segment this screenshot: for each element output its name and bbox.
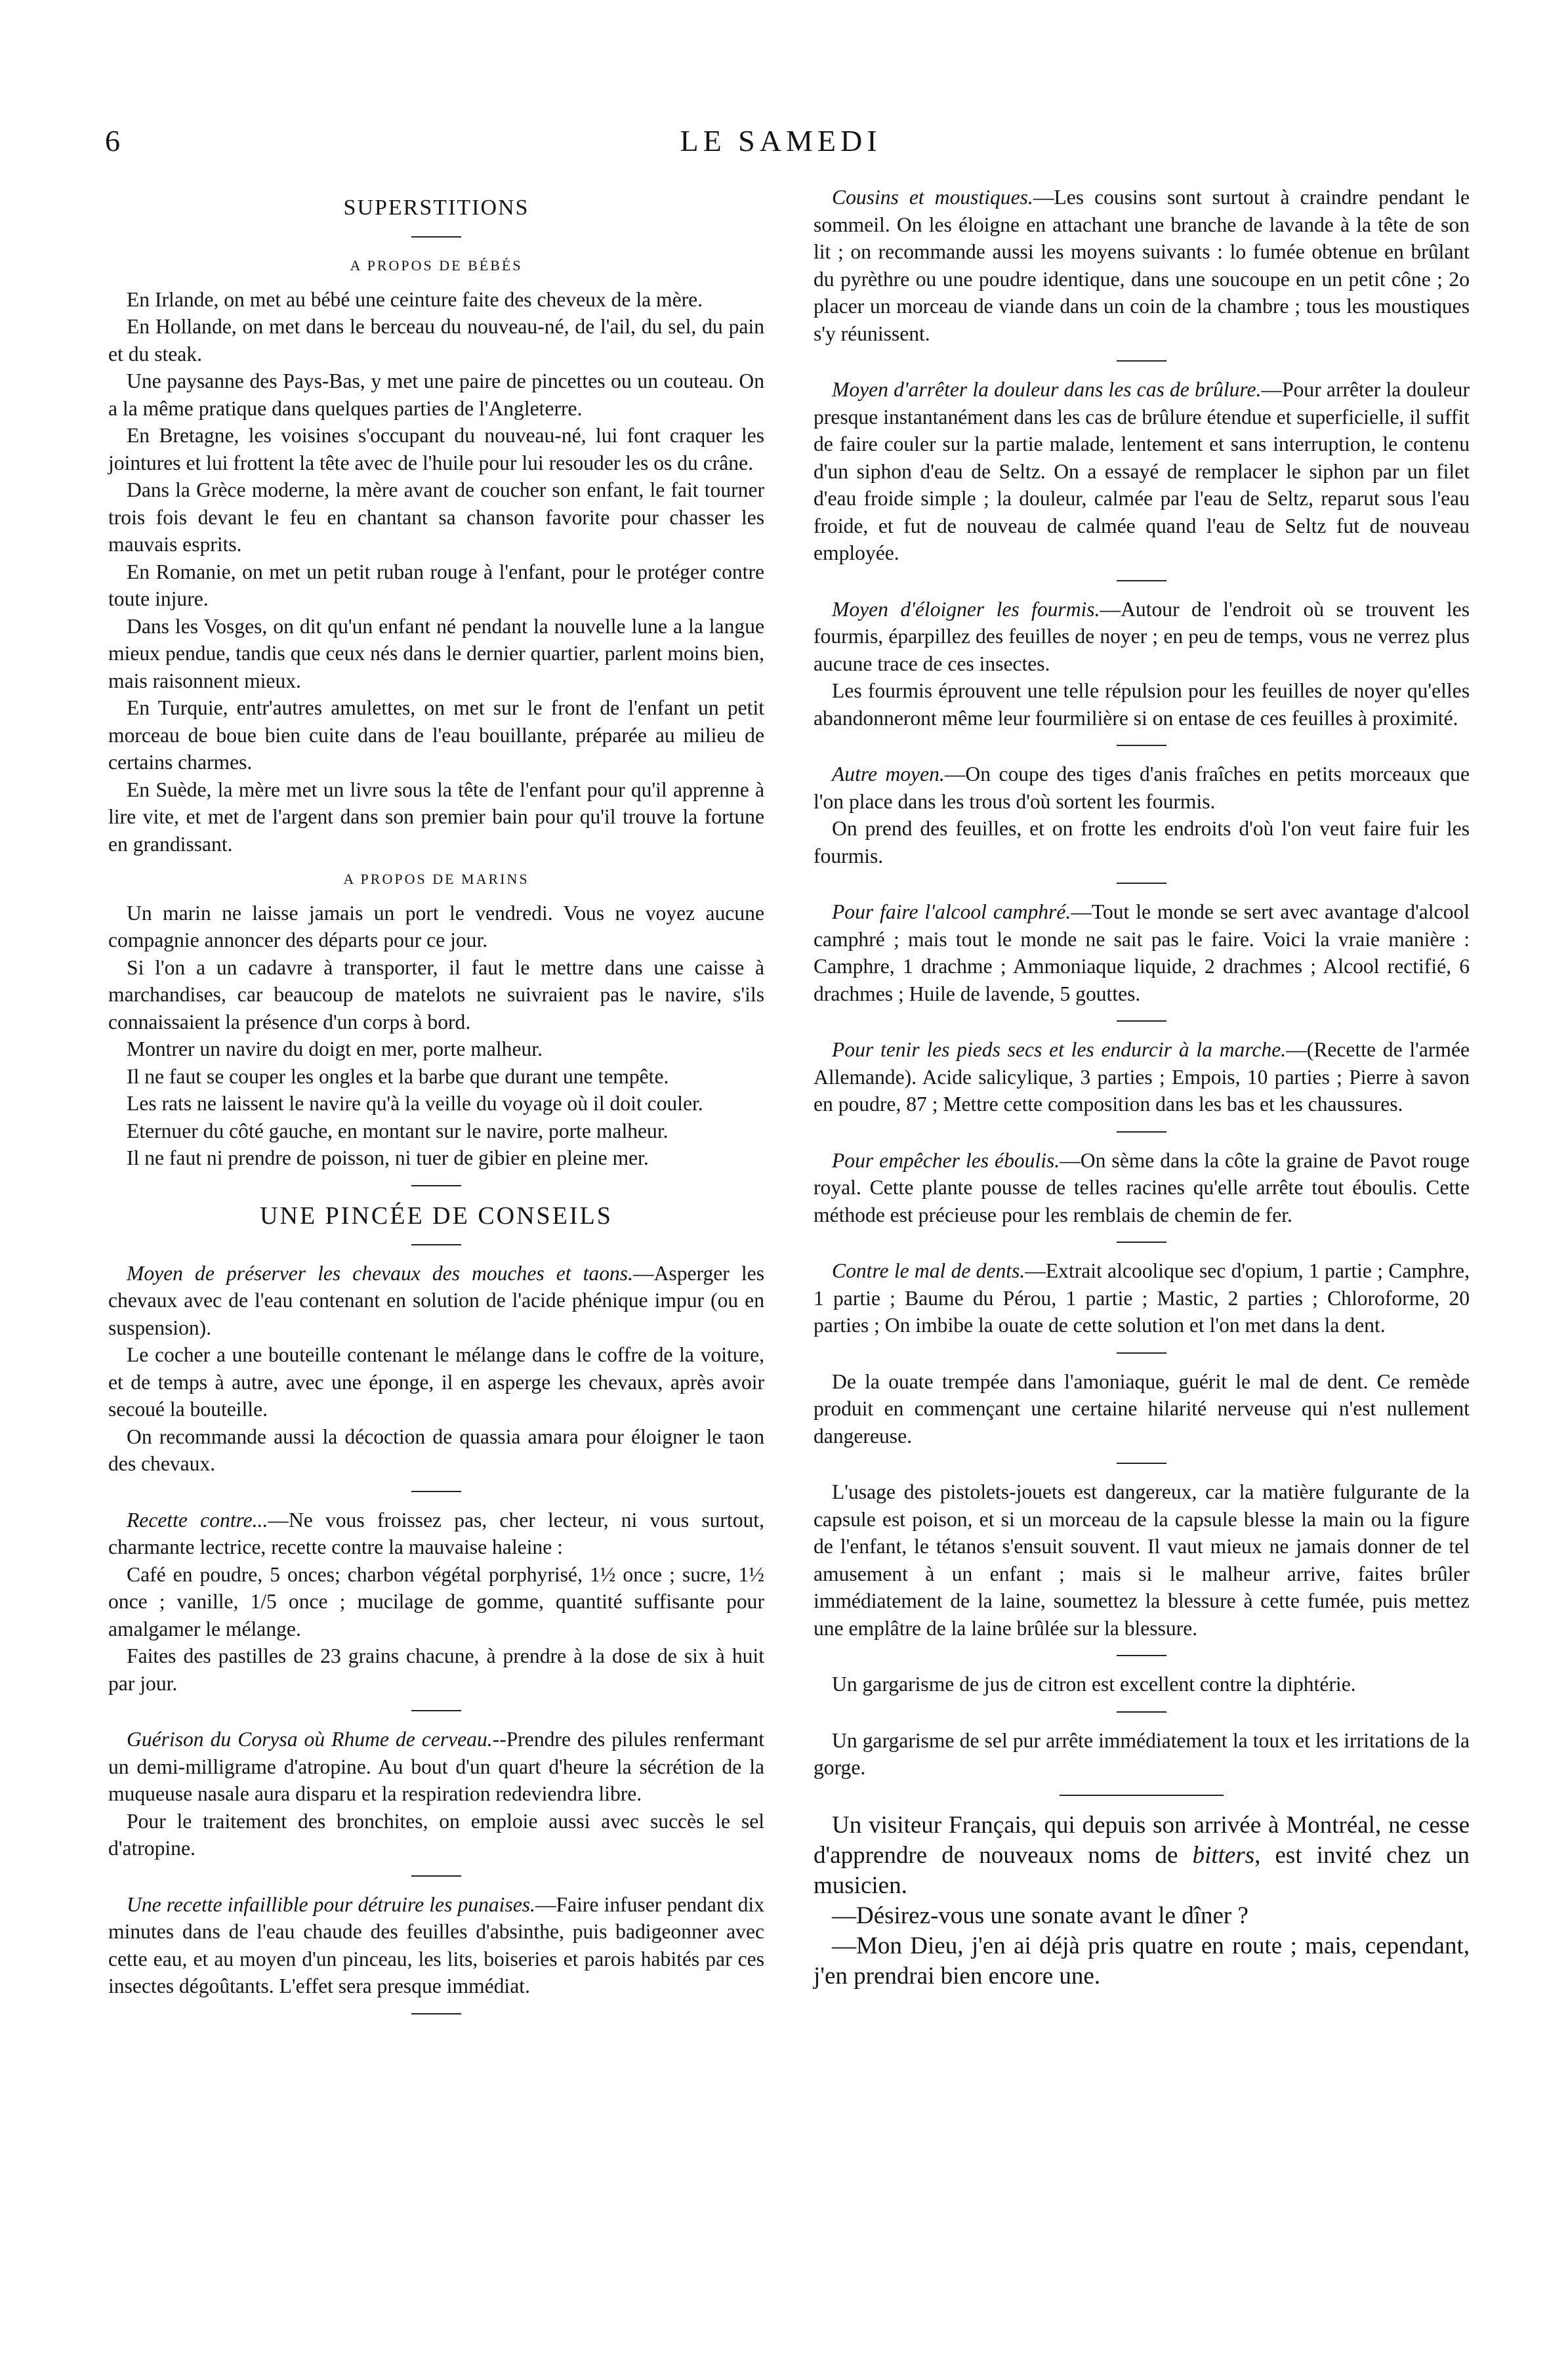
divider [411,2013,461,2014]
divider [1117,1241,1166,1243]
paragraph: Faites des pastilles de 23 grains chacune, à prendre à la dose de six à huit par jour. [108,1644,764,1695]
article-text: —Extrait alcoolique sec d'opium, 1 partie ; Camphre, 1 partie ; Baume du Pérou, 1 partie ; Mastic, 2 parties ; Chloroforme, 20 parties ; On imbibe la ouate de cette solution et l'on met dans la dent. [814,1259,1470,1337]
paragraph: —Désirez-vous une sonate avant le dîner ? [832,1902,1248,1929]
article-brulure [814,376,1470,567]
article-chevaux [108,1260,764,1478]
article-citron [814,1671,1470,1698]
paragraph: En Irlande, on met au bébé une ceinture faite des cheveux de la mère. [127,287,703,311]
divider [1117,1020,1166,1022]
article-pistolets [814,1478,1470,1642]
article-text: —Autour de l'endroit où se trouvent les fourmis, éparpillez des feuilles de noyer ; en peu de temps, vous ne verrez plus aucune trace de ces insectes. [814,597,1470,675]
article-text: —On sème dans la côte la graine de Pavot rouge royal. Cette plante pousse de telles racines qu'elle arrête tout éboulis. Cette méthode est précieuse pour les remblais de chemin de fer. [814,1148,1470,1226]
article-punaises [108,1891,764,2000]
paragraph: Si l'on a un cadavre à transporter, il faut le mettre dans une caisse à marchandises, car beaucoup de matelots ne suivraient pas le navire, s'ils connaissaient la présence d'un corps à bord. [108,955,764,1033]
divider [1117,580,1166,581]
paragraph: Les rats ne laissent le navire qu'à la veille du voyage où il doit couler. [127,1092,703,1115]
divider [411,1244,461,1245]
left-column [108,184,764,2029]
article-text: —Tout le monde se sert avec avantage d'alcool camphré ; mais tout le monde ne sait pas le faire. Voici la vraie manière : Camphre, 1 drachme ; Ammoniaque liquide, 2 drachmes ; Alcool rectifié, 6 drachmes ; Huile de lavende, 5 gouttes. [814,900,1470,1005]
anecdote-text: , est invité chez un musicien. [814,1841,1470,1899]
paragraph: En Hollande, on met dans le berceau du nouveau-né, de l'ail, du sel, du pain et du steak. [108,315,764,365]
article-cousins [814,184,1470,347]
article-eboulis [814,1147,1470,1229]
divider [1117,1352,1166,1354]
paragraph: En Romanie, on met un petit ruban rouge à l'enfant, pour le protéger contre toute injure. [108,560,764,610]
paragraph: De la ouate trempée dans l'amoniaque, guérit le mal de dent. Ce remède produit en commençant une certaine hilarité nerveuse qui n'est nullement dangereuse. [814,1369,1470,1448]
article-mal-de-dents [814,1257,1470,1339]
divider [1117,360,1166,362]
subhead-bebes: A PROPOS DE BÉBÉS [350,257,523,274]
article-sel [814,1727,1470,1782]
divider [1117,1463,1166,1464]
anecdote-text: Un visiteur Français, qui depuis son arrivée à Montréal, ne cesse d'apprendre de nouveaux noms de [814,1811,1470,1869]
paragraph: Les fourmis éprouvent une telle répulsion pour les feuilles de noyer qu'elles abandonneront même leur fourmilière si on entase de ces feuilles à proximité. [814,679,1470,730]
paragraph: Café en poudre, 5 onces; charbon végétal porphyrisé, 1½ once ; sucre, 1½ once ; vanille, 1/5 once ; mucilage de gomme, quantité suffisante pour amalgamer le mélange. [108,1562,764,1640]
paragraph: On recommande aussi la décoction de quassia amara pour éloigner le taon des chevaux. [108,1425,764,1475]
paragraph: Une paysanne des Pays-Bas, y met une paire de pincettes ou un couteau. On a la même pratique dans quelques parties de l'Angleterre. [108,369,764,420]
article-title: Contre le mal de dents. [832,1259,1025,1282]
article-anecdote-bitters [814,1810,1470,1992]
divider [1117,1711,1166,1713]
right-column [814,184,1470,1992]
divider [1117,1655,1166,1656]
divider [1060,1795,1224,1796]
article-title: Recette contre... [127,1508,268,1532]
paragraph: Montrer un navire du doigt en mer, porte malheur. [127,1037,543,1060]
divider [411,236,461,238]
article-corysa [108,1726,764,1862]
page-header [105,123,1456,169]
divider [411,1185,461,1186]
article-recette-contre [108,1507,764,1698]
article-text: —Ne vous froissez pas, cher lecteur, ni vous surtout, charmante lectrice, recette contre la mauvaise haleine : [108,1508,764,1558]
paragraph: En Suède, la mère met un livre sous la tête de l'enfant pour qu'il apprenne à lire vite, et met de l'argent dans son premier bain pour qu'il trouve la fortune en grandissant. [108,778,764,856]
journal-title: LE SAMEDI [680,124,882,157]
divider [411,1710,461,1711]
paragraph: Un gargarisme de sel pur arrête immédiatement la toux et les irritations de la gorge. [814,1728,1470,1779]
paragraph: L'usage des pistolets-jouets est dangereux, car la matière fulgurante de la capsule est poison, et si un morceau de la capsule blesse la main ou la figure de l'enfant, le tétanos s'ensuit souvent. Il vaut mieux ne jamais donner de tel amusement à un enfant ; mais si le malheur arrive, faites brûler immédiatement de la laine, soumettez la blessure à cette fumée, puis mettez une emplâtre de la laine brûlée sur la blessure. [814,1480,1470,1640]
divider [1117,883,1166,884]
paragraph: En Turquie, entr'autres amulettes, on met sur le front de l'enfant un petit morceau de boue bien cuite dans de l'eau bouillante, préparée au milieu de certains charmes. [108,696,764,774]
article-title: Guérison du Corysa où Rhume de cerveau. [127,1728,493,1751]
anecdote-italic: bitters [1192,1841,1255,1869]
article-text: --Prendre des pilules renfermant un demi-milligrame d'atropine. Au bout d'un quart d'heure la sécrétion de la muqueuse nasale aura disparu et la respiration redeviendra libre. [108,1728,764,1805]
article-text: —(Recette de l'armée Allemande). Acide salicylique, 3 parties ; Empois, 10 parties ; Pierre à savon en poudre, 87 ; Mettre cette composition dans les bas et les chaussures. [814,1038,1470,1116]
article-text: —Pour arrêter la douleur presque instantanément dans les cas de brûlure étendue et superficielle, il suffit de faire couler sur la partie malade, lentement et sans interruption, le contenu d'un siphon d'eau de Seltz. On a essayé de remplacer le siphon par un filet d'eau froide simple ; la douleur, calmée par l'eau de Seltz, reparut sous l'eau froide, et fut de nouveau de calmée quand l'eau de Seltz fut de nouveau employée. [814,378,1470,564]
paragraph: En Bretagne, les voisines s'occupant du nouveau-né, lui font craquer les jointures et lui frottent la tête avec de l'huile pour lui resouder les os du crâne. [108,424,764,474]
paragraph: Un gargarisme de jus de citron est excellent contre la diphtérie. [832,1673,1356,1696]
paragraph: Dans les Vosges, on dit qu'un enfant né pendant la nouvelle lune a la langue mieux pendue, tandis que ceux nés dans le dernier quartier, parlent moins bien, mais raisonnent mieux. [108,614,764,692]
article-title: Moyen de préserver les chevaux des mouches et taons. [127,1261,633,1285]
article-title: Moyen d'arrêter la douleur dans les cas de brûlure. [832,378,1262,401]
article-fourmis [814,596,1470,732]
article-title: Pour faire l'alcool camphré. [832,900,1071,923]
article-title: Pour tenir les pieds secs et les endurcir à la marche. [832,1038,1287,1061]
marins-list [108,900,764,1172]
article-text: —Faire infuser pendant dix minutes dans de l'eau chaude des feuilles d'absinthe, puis badigeonner avec cette eau, et au moyen d'un pinceau, les lits, boiseries et parois habités par ces insectes dégoûtants. L'effet sera presque immédiat. [108,1892,764,1997]
article-text: —On coupe des tiges d'anis fraîches en petits morceaux que l'on place dans les trous d'où sortent les fourmis. [814,762,1470,813]
article-title: Une recette infaillible pour détruire les punaises. [127,1892,535,1916]
article-pieds-secs [814,1036,1470,1118]
section-title-superstitions: SUPERSTITIONS [343,196,529,220]
paragraph: Pour le traitement des bronchites, on emploie aussi avec succès le sel d'atropine. [108,1809,764,1860]
article-text: —Asperger les chevaux avec de l'eau contenant en solution de l'acide phénique impur (ou en suspension). [108,1261,765,1339]
page-number: 6 [105,124,120,157]
subhead-marins: A PROPOS DE MARINS [343,871,529,887]
divider [411,1491,461,1492]
paragraph: Dans la Grèce moderne, la mère avant de coucher son enfant, le fait tourner trois fois devant le feu en chantant sa chanson favorite pour chasser les mauvais esprits. [108,478,764,556]
section-title-conseils: UNE PINCÉE DE CONSEILS [260,1201,613,1230]
divider [411,1875,461,1877]
article-title: Moyen d'éloigner les fourmis. [832,597,1100,621]
paragraph: Il ne faut se couper les ongles et la barbe que durant une tempête. [127,1064,669,1088]
divider [1117,1131,1166,1133]
bebes-list [108,286,764,858]
paragraph: On prend des feuilles, et on frotte les endroits d'où l'on veut faire fuir les fourmis. [814,817,1470,867]
paragraph: Il ne faut ni prendre de poisson, ni tuer de gibier en pleine mer. [127,1146,649,1169]
article-title: Autre moyen. [832,762,945,785]
divider [1117,745,1166,746]
paragraph: Un marin ne laisse jamais un port le vendredi. Vous ne voyez aucune compagnie annoncer des départs pour ce jour. [108,901,764,951]
paragraph: Eternuer du côté gauche, en montant sur le navire, porte malheur. [127,1119,669,1142]
paragraph: Le cocher a une bouteille contenant le mélange dans le coffre de la voiture, et de temps à autre, avec une éponge, il en asperge les chevaux, après avoir secoué la bouteille. [108,1343,764,1421]
article-ouate [814,1368,1470,1450]
paragraph: —Mon Dieu, j'en ai déjà pris quatre en route ; mais, cependant, j'en prendrai bien encore une. [814,1932,1470,1990]
article-text: —Les cousins sont surtout à craindre pendant le sommeil. On les éloigne en attachant une branche de lavande à la tête de son lit ; on recommande aussi les moyens suivants : lo fumée obtenue en brûlant du pyrèthre ou une poudre identique, dans une soucoupe en un petit cône ; 2o placer un morceau de viande dans un coin de la chambre ; tous les moustiques s'y réunissent. [814,186,1470,345]
article-title: Pour empêcher les éboulis. [832,1148,1060,1172]
article-autre-moyen [814,761,1470,869]
article-alcool-camphre [814,898,1470,1007]
article-title: Cousins et moustiques. [832,186,1033,209]
